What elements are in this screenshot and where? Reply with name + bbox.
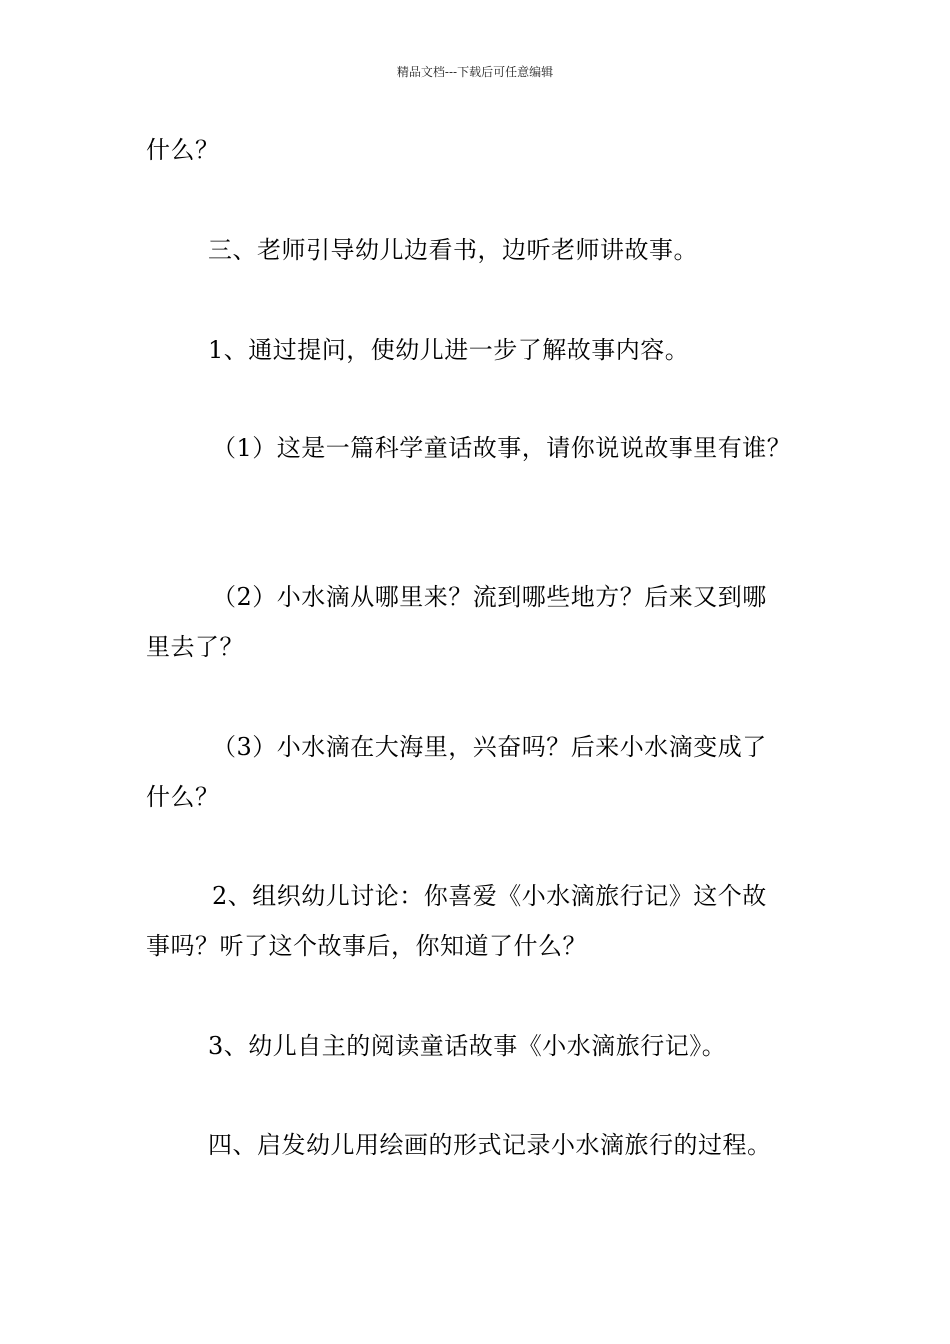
item-three: 3、幼儿自主的阅读童话故事《小水滴旅行记》。 <box>208 1032 727 1060</box>
paragraph-continuation: 什么？ <box>146 136 220 164</box>
item-two-line2: 事吗？听了这个故事后，你知道了什么？ <box>146 932 587 960</box>
page-header: 精品文档---下载后可任意编辑 <box>396 65 554 79</box>
item-one: 1、通过提问，使幼儿进一步了解故事内容。 <box>208 336 690 364</box>
item-two-line1: 2、组织幼儿讨论：你喜爱《小水滴旅行记》这个故 <box>212 882 767 910</box>
question-three-line1: （3）小水滴在大海里，兴奋吗？后来小水滴变成了 <box>212 733 767 761</box>
section-heading-three: 三、老师引导幼儿边看书，边听老师讲故事。 <box>208 236 698 264</box>
question-one: （1）这是一篇科学童话故事，请你说说故事里有谁？ <box>212 434 792 462</box>
question-two-line1: （2）小水滴从哪里来？流到哪些地方？后来又到哪 <box>212 583 767 611</box>
question-two-line2: 里去了？ <box>146 633 244 661</box>
question-three-line2: 什么？ <box>146 783 220 811</box>
section-heading-four: 四、启发幼儿用绘画的形式记录小水滴旅行的过程。 <box>208 1131 772 1159</box>
